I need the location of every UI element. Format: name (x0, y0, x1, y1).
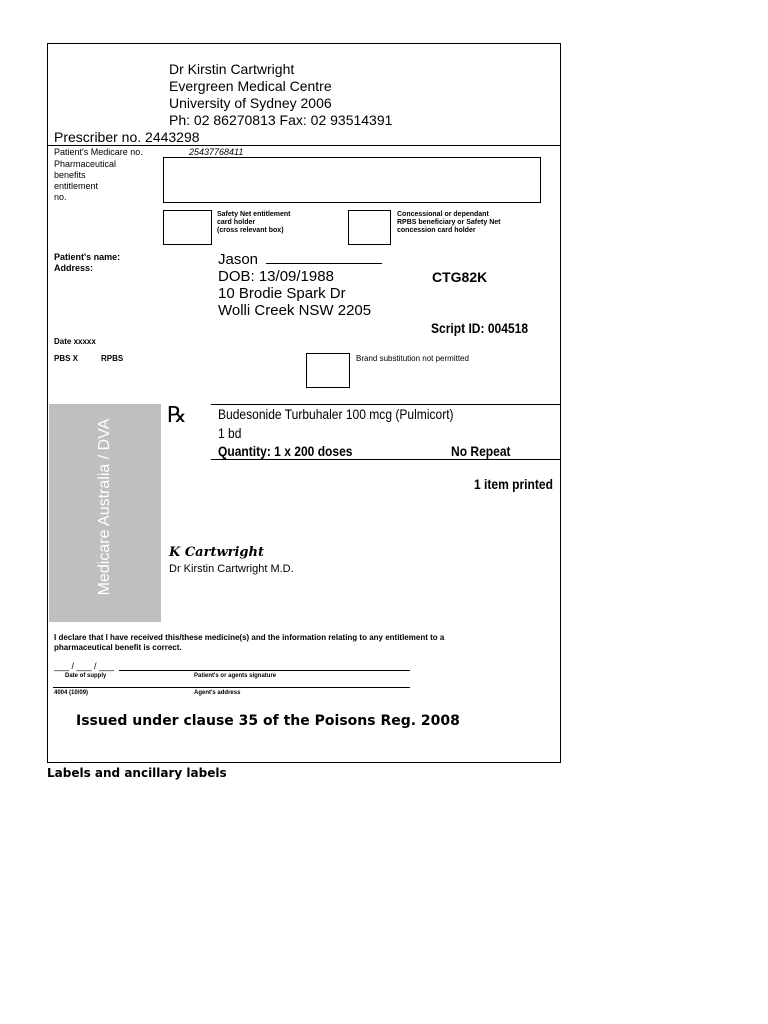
prescriber-signature: K Cartwright (169, 545, 264, 560)
header-divider (48, 145, 560, 146)
date-of-supply-blank: ___ / ___ / ___ (54, 661, 115, 671)
medicare-number: 25437768411 (189, 147, 244, 157)
patient-name-underline (266, 252, 382, 264)
patient-address-line1: 10 Brodie Spark Dr (218, 285, 346, 302)
prescriber-name: Dr Kirstin Cartwright (169, 61, 295, 77)
medication-dose: 1 bd (218, 425, 242, 441)
issued-note: Issued under clause 35 of the Poisons Reg. 2008 (76, 713, 460, 729)
entitlement-number-box[interactable] (163, 157, 541, 203)
caption: Labels and ancillary labels (47, 766, 227, 780)
safety-net-checkbox[interactable] (163, 210, 212, 245)
practice-phone-fax: Ph: 02 86270813 Fax: 02 93514391 (169, 112, 393, 128)
script-id: Script ID: 004518 (431, 320, 529, 336)
medicare-label: Patient's Medicare no. (54, 147, 143, 157)
date-field: Date xxxxx (54, 337, 96, 346)
patient-address-line2: Wolli Creek NSW 2205 (218, 302, 372, 319)
safety-net-label: Safety Net entitlement card holder (cross relevant box) (217, 211, 291, 234)
prescriber-printed-name: Dr Kirstin Cartwright M.D. (169, 563, 294, 575)
address-label: Address: (54, 263, 94, 273)
prescription-form (47, 43, 561, 763)
medication-name: Budesonide Turbuhaler 100 mcg (Pulmicort) (218, 406, 454, 422)
concessional-label: Concessional or dependant RPBS beneficiary or Safety Net concession card holder (397, 211, 501, 234)
brand-substitution-label: Brand substitution not permitted (356, 354, 469, 363)
form-code: 4004 (10/09) (54, 690, 89, 696)
patient-name-label: Patient's name: (54, 252, 121, 262)
patient-dob: DOB: 13/09/1988 (218, 268, 334, 285)
declaration-text: I declare that I have received this/these medicine(s) and the information relating to any entitlement to a pharmaceutical benefit is correct. (54, 633, 445, 652)
medication-quantity: Quantity: 1 x 200 doses (218, 443, 353, 459)
prescriber-number: Prescriber no. 2443298 (54, 129, 200, 145)
medication-repeat: No Repeat (451, 443, 511, 459)
concessional-checkbox[interactable] (348, 210, 391, 245)
rpbs-label: RPBS (101, 354, 124, 363)
date-of-supply-label: Date of supply (65, 673, 107, 679)
patient-signature-label: Patient's or agents signature (194, 673, 277, 679)
agent-address-line (53, 687, 410, 688)
practice-name: Evergreen Medical Centre (169, 78, 332, 94)
medicare-side-band-text: Medicare Australia / DVA (96, 418, 113, 596)
patient-code: CTG82K (432, 269, 488, 285)
agent-address-label: Agent's address (194, 690, 241, 696)
patient-name: Jason (218, 251, 382, 268)
medication-top-line (211, 404, 560, 405)
rx-symbol: ℞ (167, 403, 187, 428)
brand-substitution-checkbox[interactable] (306, 353, 350, 388)
practice-location: University of Sydney 2006 (169, 95, 332, 111)
items-printed: 1 item printed (474, 476, 553, 492)
medication-bottom-line (211, 459, 560, 460)
pbs-label: PBS X (54, 354, 79, 363)
entitlement-label: Pharmaceutical benefits entitlement no. (54, 159, 117, 202)
signature-line (119, 670, 410, 671)
